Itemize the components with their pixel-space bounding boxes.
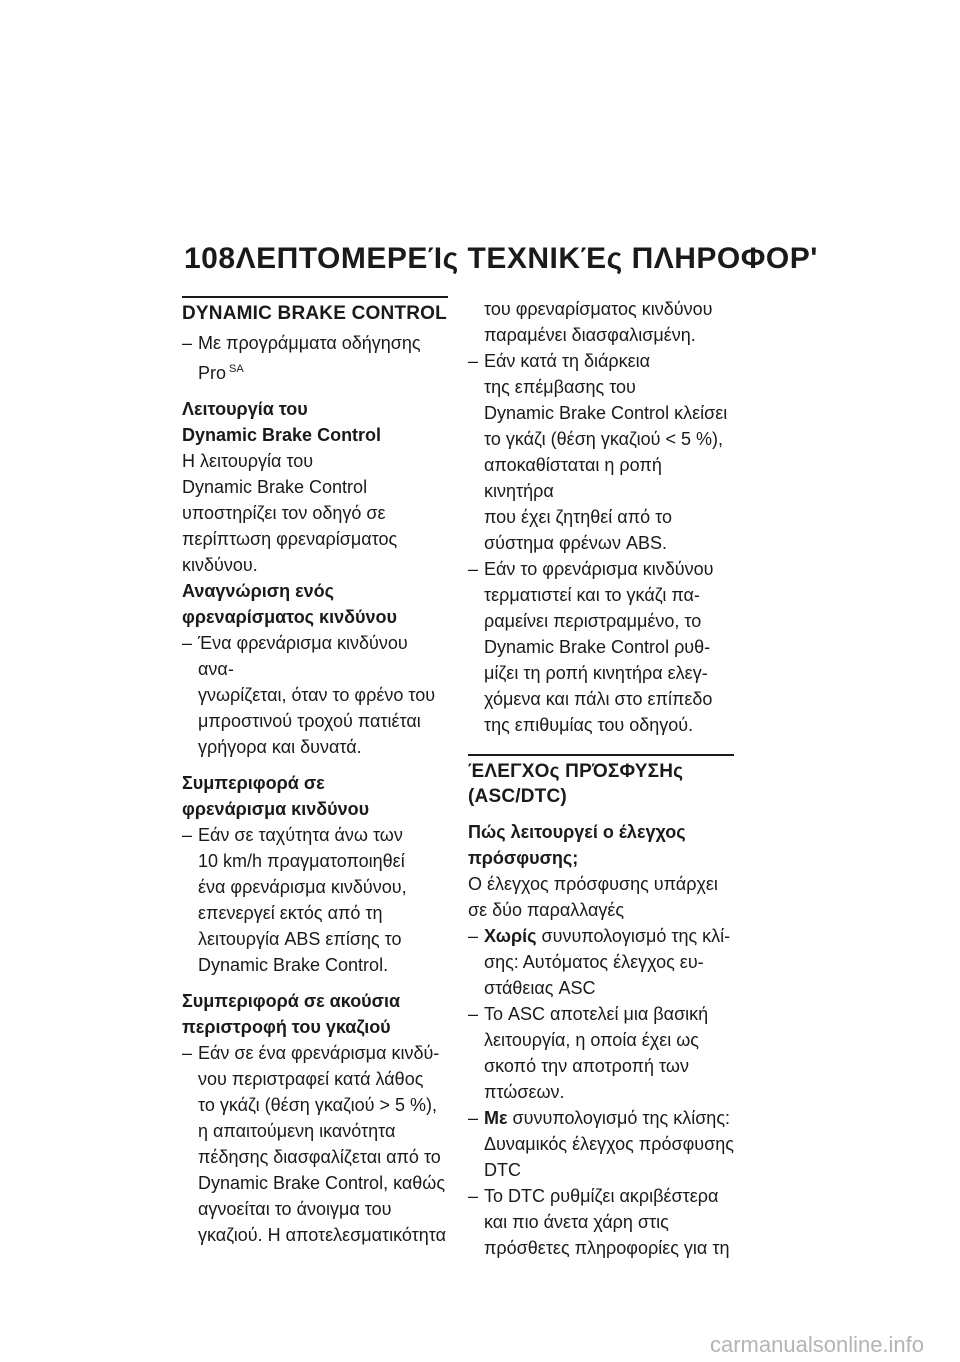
list-item-during: – Εάν κατά τη διάρκεια της επέμβασης του Dynamic Brake Control κλείσει το γκάζι (θέση γκαζιού < 5 %), αποκαθίσταται η ροπή κινητήρα που έχει ζητηθεί από το σύστημα φρένων ABS.: [468, 348, 734, 556]
list-item-with-lean: [468, 1105, 734, 1183]
with-text: συνυπολογισμό της κλίσης: Δυναμικός έλεγχος πρόσφυσης DTC: [484, 1108, 734, 1180]
section-title-asc-dtc: ΈΛΕΓΧΟς ΠΡΌΣΦΥΣΗς (ASC/DTC): [468, 761, 684, 807]
list-item-behaviour: – Εάν σε ταχύτητα άνω των 10 km/h πραγματοποιηθεί ένα φρενάρισμα κινδύνου, επενεργεί εκτός από τη λειτουργία ABS επίσης το Dynamic Brake Control.: [182, 822, 448, 978]
heading-how: Πώς λειτουργεί ο έλεγχος πρόσφυσης;: [468, 822, 686, 868]
heading-function: Λειτουργία του Dynamic Brake Control: [182, 399, 382, 445]
list-item-without-lean: [468, 923, 734, 1001]
with-bold: Με: [484, 1108, 508, 1128]
chapter-title: ΛΕΠΤΟΜΕΡΕΊς ΤΕΧΝΙΚΈς ΠΛΗΡΟΦΟΡ': [235, 242, 818, 275]
watermark: carmanualsonline.info: [710, 1332, 925, 1357]
list-item-asc: – Το ASC αποτελεί μια βασική λειτουργία, η οποία έχει ως σκοπό την αποτροπή των πτώσεων.: [468, 1001, 734, 1105]
section-title-dbc: DYNAMIC BRAKE CONTROL: [182, 303, 447, 324]
sa-superscript: SA: [229, 363, 244, 375]
page-number: 108: [184, 242, 236, 275]
list-item-recognition: – Ένα φρενάρισμα κινδύνου ανα- γνωρίζεται, όταν το φρένο του μπροστινού τροχού πατιέται γρήγορα και δυνατά.: [182, 630, 448, 760]
paragraph-continuation: του φρεναρίσματος κινδύνου παραμένει διασφαλισμένη.: [484, 299, 713, 345]
paragraph-how: Ο έλεγχος πρόσφυσης υπάρχει σε δύο παραλλαγές: [468, 874, 718, 920]
section-rule-asc: [468, 754, 734, 756]
paragraph-function: Η λειτουργία του Dynamic Brake Control υποστηρίζει τον οδηγό σε περίπτωση φρεναρίσματος κινδύνου.: [182, 451, 398, 575]
without-bold: Χωρίς: [484, 926, 537, 946]
list-item-dtc: – Το DTC ρυθμίζει ακριβέστερα και πιο άνετα χάρη στις πρόσθετες πληροφορίες για τη: [468, 1183, 734, 1261]
section-rule: [182, 296, 448, 298]
heading-throttle: Συμπεριφορά σε ακούσια περιστροφή του γκαζιού: [182, 991, 401, 1037]
list-item-end: – Εάν το φρενάρισμα κινδύνου τερματιστεί και το γκάζι πα- ραμείνει περιστραμμένο, το Dynamic Brake Control ρυθ- μίζει τη ροπή κινητήρα ελεγ- χόμενα και πάλι στο επίπεδο της επιθυμίας του οδηγού.: [468, 556, 734, 738]
riding-modes-text: Με προγράμματα οδήγησης: [198, 333, 421, 353]
page-header: [184, 242, 818, 276]
left-column: [182, 296, 448, 1248]
right-column: [468, 296, 734, 1261]
without-text: συνυπολογισμό της κλί- σης: Αυτόματος έλεγχος ευ- στάθειας ASC: [484, 926, 731, 998]
list-item-throttle: – Εάν σε ένα φρενάρισμα κινδύ- νου περιστραφεί κατά λάθος το γκάζι (θέση γκαζιού > 5 %), η απαιτούμενη ικανότητα πέδησης διασφαλίζεται από το Dynamic Brake Control, καθώς αγνοείται το άνοιγμα του γκαζιού. Η αποτελεσματικότητα: [182, 1040, 448, 1248]
heading-recognition: Αναγνώριση ενός φρεναρίσματος κινδύνου: [182, 581, 397, 627]
pro-label: Pro: [198, 363, 227, 383]
heading-behaviour: Συμπεριφορά σε φρενάρισμα κινδύνου: [182, 773, 370, 819]
list-item-riding-modes: [182, 330, 448, 386]
